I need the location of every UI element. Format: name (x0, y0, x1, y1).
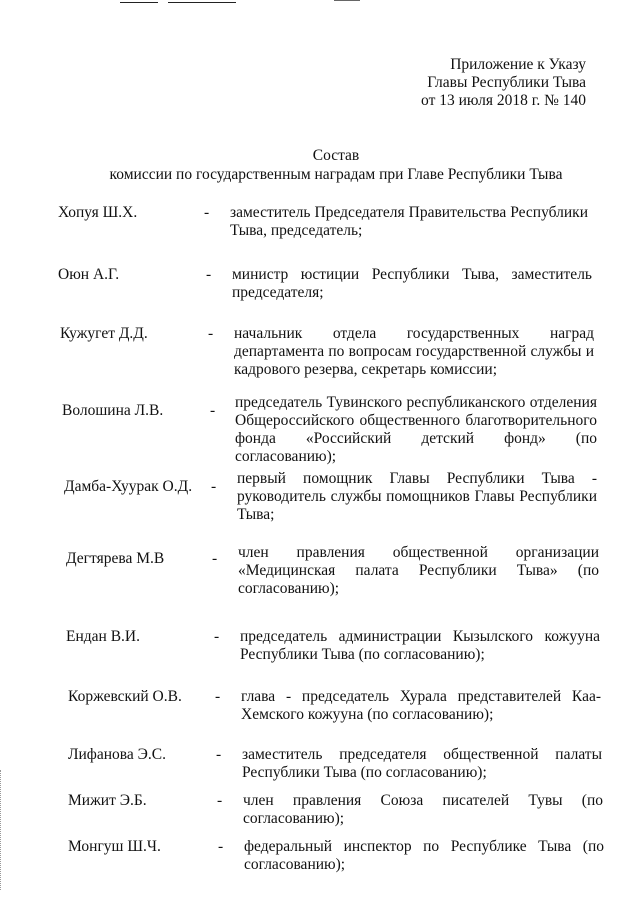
member-name: Коржевский О.В. (68, 688, 182, 705)
member-dash: - (214, 628, 220, 645)
member-role: первый помощник Главы Республики Тыва - руководитель службы помощников Главы Республики Тыва; (237, 470, 597, 523)
member-name: Дегтярева М.В (66, 550, 165, 567)
member-dash: - (212, 550, 218, 567)
member-dash: - (211, 478, 217, 495)
member-name: Хопуя Ш.Х. (58, 204, 138, 221)
member-name: Волошина Л.В. (62, 402, 164, 419)
member-role: член правления Союза писателей Тувы (по согласованию); (243, 792, 603, 827)
member-dash: - (208, 325, 214, 342)
member-role: председатель администрации Кызылского кожууна Республики Тыва (по согласованию); (240, 628, 600, 663)
document-title (60, 146, 612, 184)
member-role: федеральный инспектор по Республике Тыва (по согласованию); (244, 838, 604, 873)
member-role: министр юстиции Республики Тыва, заместитель председателя; (232, 266, 592, 301)
member-role: заместитель Председателя Правительства Республики Тыва, председатель; (230, 204, 588, 239)
member-role: заместитель председателя общественной палаты Республики Тыва (по согласованию); (242, 746, 602, 781)
member-dash: - (216, 746, 222, 763)
title-line: комиссии по государственным наградам при Главе Республики Тыва (109, 166, 563, 183)
appendix-line: от 13 июля 2018 г. № 140 (421, 92, 586, 109)
member-name: Кужугет Д.Д. (60, 325, 148, 342)
member-name: Дамба-Хуурак О.Д. (64, 478, 193, 495)
scan-edge-mark (0, 770, 4, 890)
header-scan-lines (0, 0, 640, 6)
member-role: начальник отдела государственных наград департамента по вопросам государственной службы и кадрового резерва, секретарь комиссии; (234, 325, 594, 378)
member-name: Лифанова Э.С. (68, 746, 166, 763)
member-dash: - (215, 688, 221, 705)
member-dash: - (206, 266, 212, 283)
member-role: член правления общественной организации «Медицинская палата Республики Тыва» (по согласованию); (238, 544, 599, 597)
member-dash: - (204, 204, 210, 221)
member-name: Монгуш Ш.Ч. (68, 838, 161, 855)
appendix-line: Главы Республики Тыва (427, 74, 586, 91)
appendix-block (380, 56, 586, 110)
member-dash: - (217, 792, 223, 809)
member-role: глава - председатель Хурала представителей Каа-Хемского кожууна (по согласованию); (241, 688, 601, 723)
member-dash: - (218, 838, 224, 855)
member-dash: - (210, 402, 216, 419)
member-role: председатель Тувинского республиканского отделения Общероссийского общественного благотворительного фонда «Российский детский фонд» (по согласованию); (235, 394, 597, 465)
member-name: Ендан В.И. (66, 628, 140, 645)
member-name: Оюн А.Г. (58, 266, 120, 283)
title-line: Состав (312, 147, 360, 164)
top-line (168, 2, 236, 3)
appendix-line: Приложение к Указу (450, 56, 586, 73)
top-line (120, 2, 158, 3)
top-line (334, 0, 360, 5)
member-name: Мижит Э.Б. (68, 792, 147, 809)
